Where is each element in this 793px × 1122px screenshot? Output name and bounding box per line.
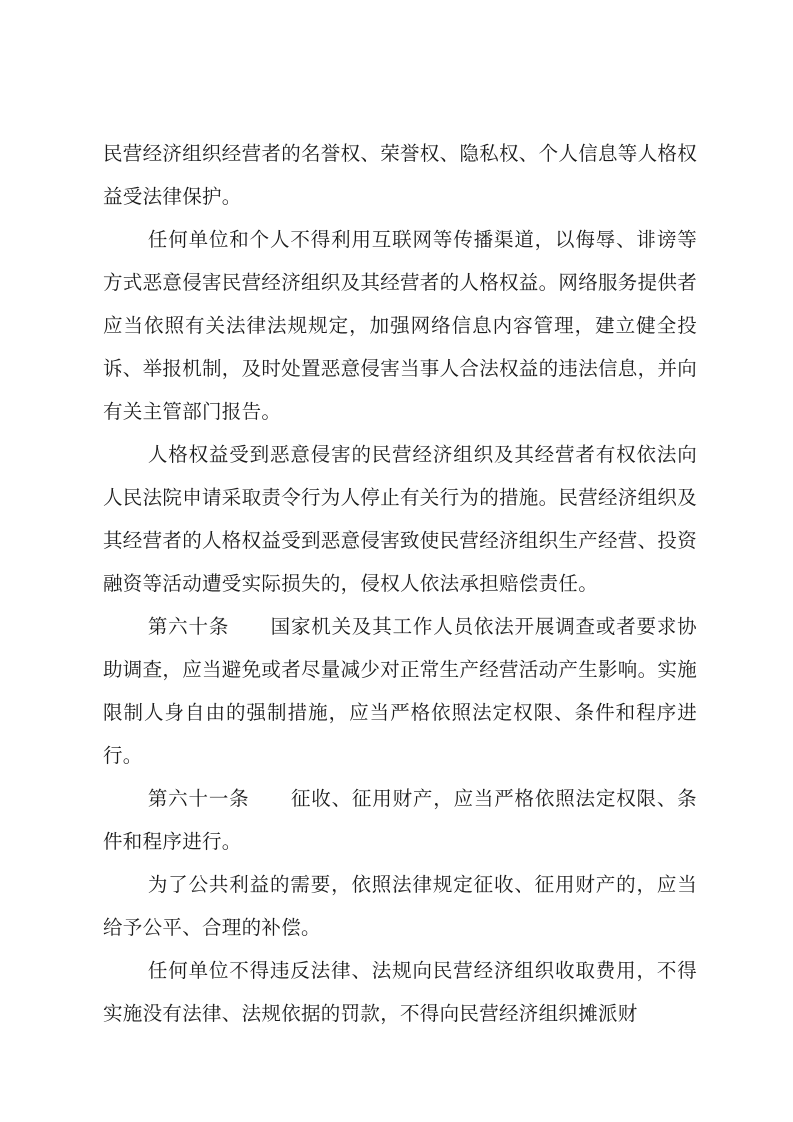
paragraph: 人格权益受到恶意侵害的民营经济组织及其经营者有权依法向人民法院申请采取责令行为人停止有关行为的措施。民营经济组织及其经营者的人格权益受到恶意侵害致使民营经济组织生产经营、投资融资等活动遭受实际损失的，侵权人依法承担赔偿责任。 (103, 443, 698, 595)
article-label: 第六十条 (147, 615, 230, 638)
article-text: 国家机关及其工作人员依法开展调查或者要求协助调查，应当避免或者尽量减少对正常生产经营活动产生影响。实施限制人身自由的强制措施，应当严格依照法定权限、条件和程序进行。 (103, 615, 698, 767)
article-text: 征收、征用财产，应当严格依照法定权限、条件和程序进行。 (103, 787, 697, 853)
article-label: 第六十一条 (147, 787, 250, 810)
article-paragraph (103, 605, 697, 777)
paragraph: 为了公共利益的需要，依照法律规定征收、征用财产的，应当给予公平、合理的补偿。 (103, 873, 697, 939)
article-paragraph (103, 777, 697, 863)
document-text-body (103, 132, 697, 1035)
paragraph: 任何单位不得违反法律、法规向民营经济组织收取费用，不得实施没有法律、法规依据的罚款，不得向民营经济组织摊派财 (103, 959, 697, 1025)
paragraph: 任何单位和个人不得利用互联网等传播渠道，以侮辱、诽谤等方式恶意侵害民营经济组织及其经营者的人格权益。网络服务提供者应当依照有关法律法规规定，加强网络信息内容管理，建立健全投诉、举报机制，及时处置恶意侵害当事人合法权益的违法信息，并向有关主管部门报告。 (103, 228, 698, 423)
paragraph: 民营经济组织经营者的名誉权、荣誉权、隐私权、个人信息等人格权益受法律保护。 (103, 142, 698, 208)
